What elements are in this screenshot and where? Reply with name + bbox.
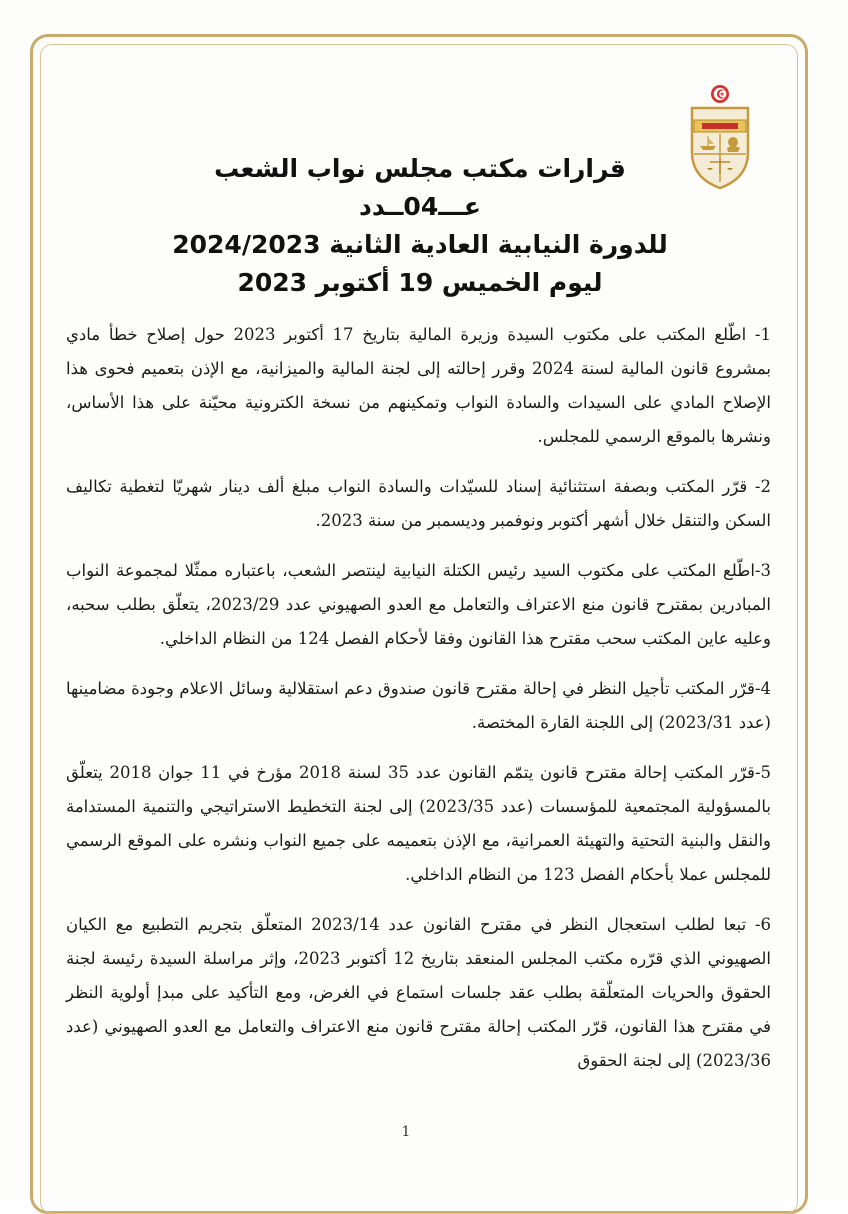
decision-paragraph-6: 6- تبعا لطلب استعجال النظر في مقترح القانون عدد 2023/14 المتعلّق بتجريم التطبيع مع الكيان الصهيوني الذي قرّره مكتب المجلس المنعقد بتاريخ 12 أكتوبر 2023، وإثر مراسلة السيدة رئيسة لجنة الحقوق والحريات المتعلّقة بطلب عقد جلسات استماع في الغرض، ومع التأكيد على مبدإ أولوية النظر في مقترح هذا القانون، قرّر المكتب إحالة مقترح قانون منع الاعتراف والتعامل مع العدو الصهيوني (عدد 2023/36) إلى لجنة الحقوق xyxy=(66,915,771,1070)
decision-paragraph-1: 1- اطّلع المكتب على مكتوب السيدة وزيرة المالية بتاريخ 17 أكتوبر 2023 حول إصلاح خطأ مادي بمشروع قانون المالية لسنة 2024 وقرر إحالته إلى لجنة المالية والميزانية، مع الإذن بتعميم فحوى هذا الإصلاح المادي على السيدات والسادة النواب وتمكينهم من نسخة الكترونية محيّنة على هذا الأساس، ونشرها بالموقع الرسمي للمجلس. xyxy=(66,325,772,446)
heading-date: ليوم الخميس 19 أكتوبر 2023 xyxy=(237,268,603,297)
decisions-body xyxy=(66,318,771,1094)
decision-paragraph-4: 4-قرّر المكتب تأجيل النظر في إحالة مقترح قانون صندوق دعم استقلالية وسائل الاعلام وجودة مضامينها (عدد 2023/31) إلى اللجنة القارة المختصة. xyxy=(66,679,771,732)
heading-issue-number: عـــ04ــدد xyxy=(359,192,481,221)
decision-paragraph-3: 3-اطّلع المكتب على مكتوب السيد رئيس الكتلة النيابية لينتصر الشعب، باعتباره ممثّلا لمجموعة النواب المبادرين بمقترح قانون منع الاعتراف والتعامل مع العدو الصهيوني عدد 2023/29، يتعلّق بطلب سحبه، وعليه عاين المكتب سحب مقترح هذا القانون وفقا لأحكام الفصل 124 من النظام الداخلي. xyxy=(66,561,771,648)
decision-paragraph-5: 5-قرّر المكتب إحالة مقترح قانون يتمّم القانون عدد 35 لسنة 2018 مؤرخ في 11 جوان 2018 يتعلّق بالمسؤولية المجتمعية للمؤسسات (عدد 2023/35) إلى لجنة التخطيط الاستراتيجي والتنمية المستدامة والنقل والبنية التحتية والتهيئة العمرانية، مع الإذن بتعميمه على جميع النواب ونشره على الموقع الرسمي للمجلس عملا بأحكام الفصل 123 من النظام الداخلي. xyxy=(66,763,772,884)
heading-title: قرارات مكتب مجلس نواب الشعب xyxy=(214,154,626,183)
page-number: 1 xyxy=(401,1124,411,1140)
heading-session: للدورة النيابية العادية الثانية 2024/2023 xyxy=(172,230,668,259)
decision-paragraph-2: 2- قرّر المكتب وبصفة استثنائية إسناد للسيّدات والسادة النواب مبلغ ألف دينار شهريّا لتغطية تكاليف السكن والتنقل خلال أشهر أكتوبر ونوفمبر وديسمبر من سنة 2023. xyxy=(66,477,771,530)
decision-heading xyxy=(120,150,720,302)
